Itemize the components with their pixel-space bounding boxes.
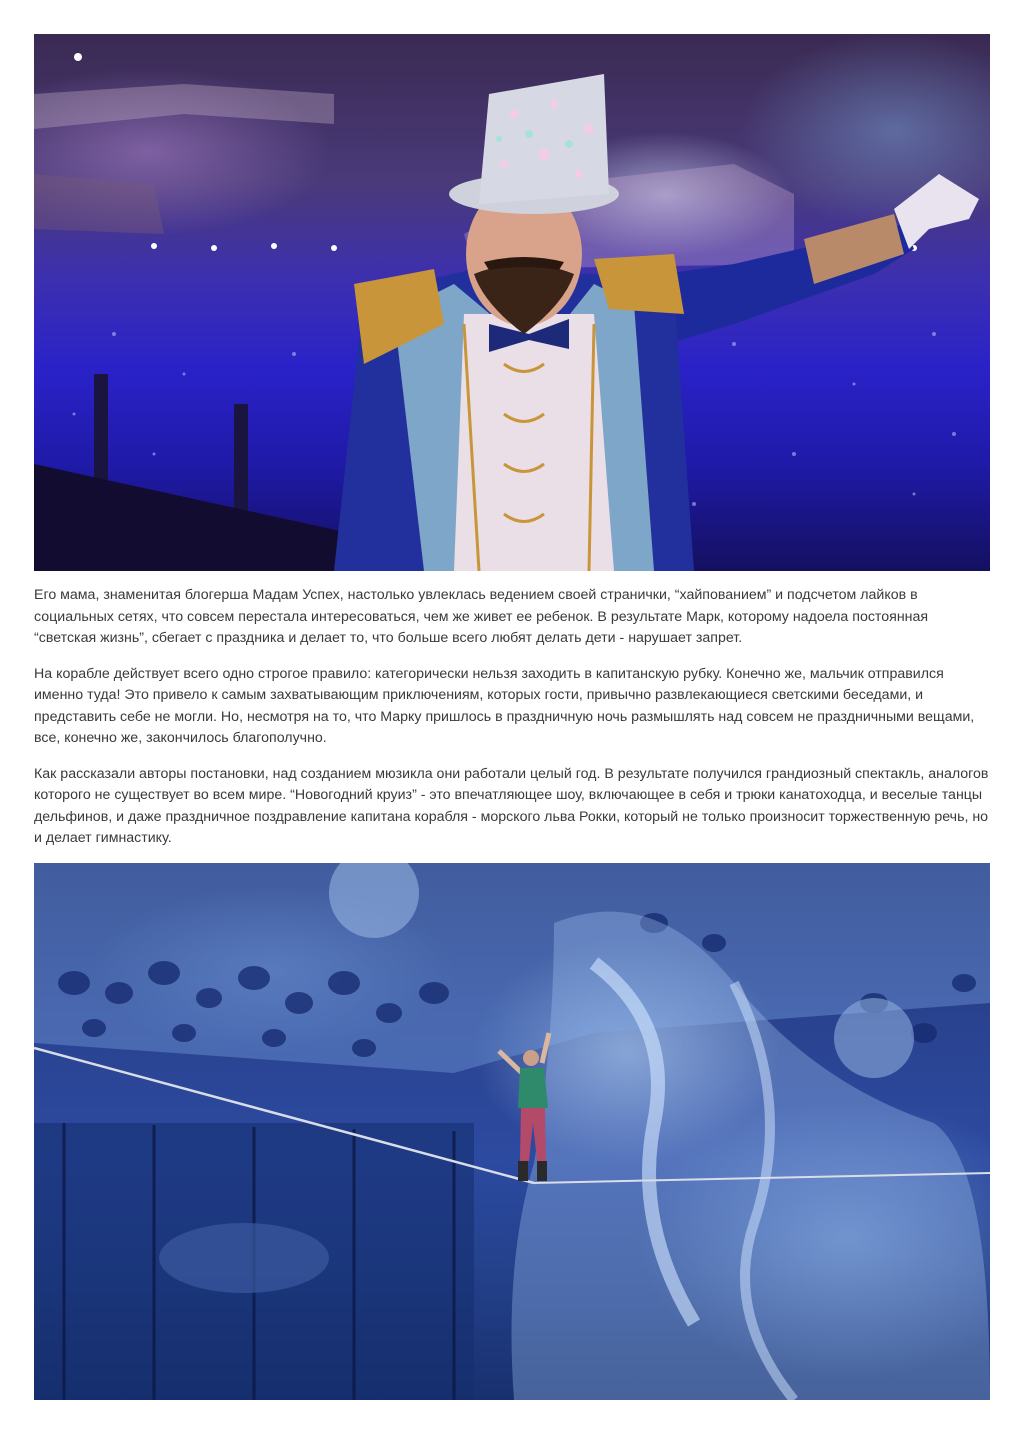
tightrope-photo	[34, 863, 990, 1400]
paragraph-3: Как рассказали авторы постановки, над созданием мюзикла они работали целый год. В результате получился грандиозный спектакль, аналогов которого не существует во всем мире. “Новогодний круиз” - это впечатляющее шоу, включающее в себя и трюки канатоходца, и веселые танцы дельфинов, и даже праздничное поздравление капитана корабля - морского льва Рокки, который не только произносит торжественную речь, но и делает гимнастику.	[34, 765, 989, 846]
article-text	[34, 585, 990, 864]
paragraph-2: На корабле действует всего одно строгое правило: категорически нельзя заходить в капитанскую рубку. Конечно же, мальчик отправился именно туда! Это привело к самым захватывающим приключениям, которых гости, привычно развлекающиеся светскими беседами, и представить себе не могли. Но, несмотря на то, что Марку пришлось в праздничную ночь размышлять над совсем не праздничными вещами, все, конечно же, закончилось благополучно.	[34, 665, 975, 746]
tightrope-illustration	[34, 863, 990, 1400]
ringmaster-photo	[34, 34, 990, 571]
paragraph-1: Его мама, знаменитая блогерша Мадам Успех, настолько увлеклась ведением своей странички, “хайпованием” и подсчетом лайков в социальных сетях, что совсем перестала интересоваться, чем же живет ее ребенок. В результате Марк, которому надоела постоянная “светская жизнь”, сбегает с праздника и делает то, что больше всего любят делать дети - нарушает запрет.	[34, 587, 929, 646]
ringmaster-illustration	[34, 34, 990, 571]
